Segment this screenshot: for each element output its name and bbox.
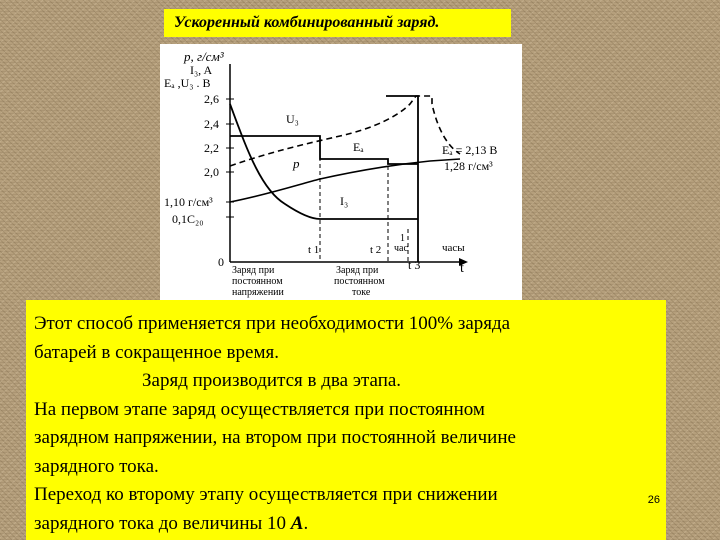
description-line: Переход ко второму этапу осуществляется при снижении (34, 484, 498, 505)
current-curve-label: I₃ (340, 194, 349, 208)
t1-label: t 1 (308, 244, 320, 256)
y-axis-title-density: p, г/см³ (184, 49, 224, 64)
origin-label: 0 (218, 255, 224, 269)
description-line: батарей в сокращенное время. (34, 341, 279, 363)
stage1-label-line3: напряжении (232, 287, 284, 298)
description-line: Заряд производится в два этапа. (142, 370, 402, 391)
t2-label: t 2 (370, 244, 382, 256)
emf-curve-label: Eₐ (353, 140, 364, 154)
density-end-label: 1,28 г/см³ (444, 159, 493, 173)
density-curve-label: p (293, 156, 300, 171)
one-hour-unit: час (394, 243, 408, 254)
page-number: 26 (647, 493, 660, 506)
description-line (34, 510, 658, 539)
y-axis-title-current: I₃, A (190, 63, 213, 77)
y-tick-label: 2,6 (204, 92, 219, 106)
description-line: Этот способ применяется при необходимости 100% заряда (34, 313, 511, 334)
stage1-label-line2: постоянном (232, 276, 283, 287)
description-line: На первом этапе заряд осуществляется при постоянном (34, 398, 485, 420)
description-text: . (303, 512, 309, 534)
description-text: зарядного тока до величины 10 (34, 512, 291, 534)
t3-label: t 3 (408, 258, 421, 272)
one-hour-number: 1 (400, 233, 405, 244)
y-tick-label: 2,0 (204, 165, 219, 179)
charging-diagram (160, 44, 522, 302)
time-axis-label: t (460, 261, 464, 276)
charging-diagram-svg (160, 44, 522, 302)
stage2-label-line2: постоянном (334, 276, 385, 287)
battery-emf-curve (230, 96, 460, 166)
description-line: зарядном напряжении, на втором при постоянной величине (34, 427, 516, 448)
charge-current-curve (230, 104, 418, 219)
voltage-curve-label: U₃ (286, 112, 299, 126)
y-tick-label: 2,2 (204, 141, 219, 155)
y-tick-label: 2,4 (204, 117, 219, 131)
emf-end-label: Eₐ = 2,13 B (442, 143, 498, 157)
description-box (26, 300, 666, 540)
current-unit: А (290, 512, 304, 534)
hours-label: часы (442, 242, 465, 254)
current-start-label: 0,1C₂₀ (172, 212, 204, 226)
stage2-label-line1: Заряд при (336, 265, 379, 276)
stage2-label-line3: токе (352, 287, 371, 298)
stage1-label-line1: Заряд при (232, 265, 275, 276)
description-line: зарядного тока. (34, 455, 159, 477)
slide-title (164, 9, 511, 37)
charge-voltage-curve (230, 136, 418, 164)
density-start-label: 1,10 г/см³ (164, 195, 213, 209)
slide-title-text: Ускоренный комбинированный заряд. (174, 14, 440, 31)
y-axis-title-voltage: Eₐ ,U₃ . B (164, 76, 211, 90)
